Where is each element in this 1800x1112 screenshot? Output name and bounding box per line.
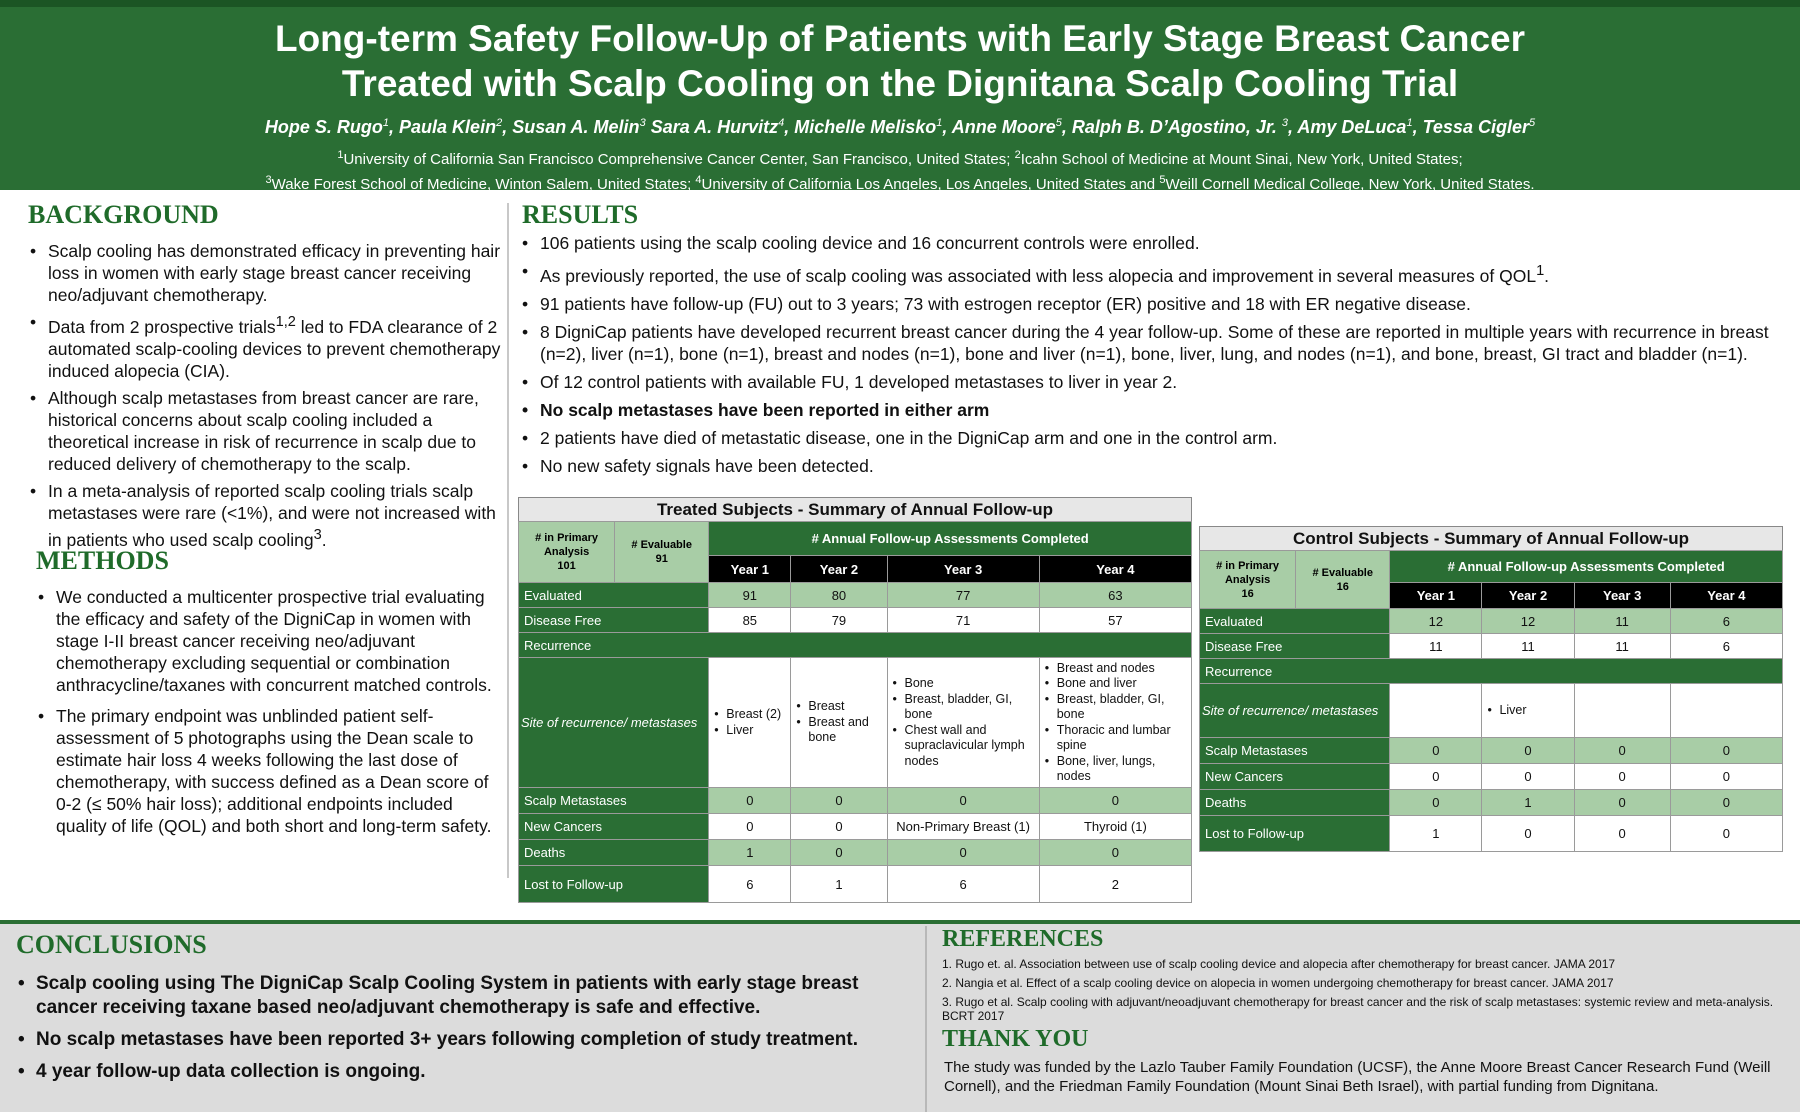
- conclusion-item: • No scalp metastases have been reported 3+ years following completion of study treatment.: [16, 1028, 916, 1052]
- scalp-cell: 0: [1482, 738, 1574, 764]
- lost-cell: 0: [1574, 816, 1670, 852]
- citation-number: 3: [313, 526, 322, 543]
- evaluated-cell: 80: [791, 583, 887, 608]
- row-label: Disease Free: [519, 608, 709, 633]
- row-label: Recurrence: [1200, 659, 1783, 684]
- citation-number: 1,2: [275, 314, 296, 330]
- background-item-text: In a meta-analysis of reported scalp cooling trials scalp metastases were rare (<1%), and were not increased with in patients who used scalp cooling: [48, 480, 496, 550]
- author-separator: ,: [1288, 117, 1298, 137]
- control-table-title: Control Subjects - Summary of Annual Follow-up: [1199, 526, 1783, 550]
- author-affiliation-number: 1: [1406, 117, 1413, 129]
- author-affiliation-number: 1: [382, 117, 390, 129]
- background-item: [28, 311, 506, 382]
- new-cancers-cell: 0: [1574, 764, 1670, 790]
- new-cancers-cell: Thyroid (1): [1039, 814, 1191, 840]
- author-affiliation-number: 3: [1281, 117, 1289, 129]
- row-label: New Cancers: [1200, 764, 1390, 790]
- site-list: [1485, 703, 1570, 719]
- author-name: Sara A. Hurvitz: [650, 117, 779, 137]
- new-cancers-cell: 0: [1482, 764, 1574, 790]
- site-item: • Breast, bladder, GI, bone: [891, 692, 1036, 723]
- scalp-cell: 0: [791, 788, 887, 814]
- disease-free-cell: 79: [791, 608, 887, 633]
- author-list: [0, 111, 1800, 139]
- primary-analysis-label: # in Primary Analysis: [1216, 559, 1280, 586]
- lost-cell: 1: [1390, 816, 1482, 852]
- deaths-cell: 1: [709, 840, 791, 866]
- results-item-text: 91 patients have follow-up (FU) out to 3 years; 73 with estrogen receptor (ER) positive and 18 with ER negative disease.: [540, 293, 1471, 314]
- author-name: Ralph B. D’Agostino, Jr.: [1071, 117, 1282, 137]
- conclusion-item: • 4 year follow-up data collection is ongoing.: [16, 1060, 916, 1084]
- lost-cell: 0: [1670, 816, 1782, 852]
- evaluated-cell: 6: [1670, 609, 1782, 634]
- year-header: Year 1: [709, 556, 791, 583]
- evaluable-label: # Evaluable: [1312, 566, 1373, 579]
- deaths-cell: 0: [1039, 840, 1191, 866]
- row-label: Site of recurrence/ metastases: [1200, 684, 1390, 738]
- disease-free-cell: 6: [1670, 634, 1782, 659]
- affiliation-text: University of California San Francisco Comprehensive Cancer Center, San Francisco, United States;: [343, 151, 1015, 168]
- row-label: Disease Free: [1200, 634, 1390, 659]
- site-cell: [791, 658, 887, 788]
- year-header: Year 3: [1574, 583, 1670, 609]
- background-item-text-end: .: [321, 529, 327, 550]
- background-item-text: Data from 2 prospective trials: [48, 316, 276, 337]
- row-label: Scalp Metastases: [1200, 738, 1390, 764]
- evaluated-cell: 91: [709, 583, 791, 608]
- author-affiliation-number: 2: [496, 117, 503, 129]
- evaluated-cell: 77: [887, 583, 1039, 608]
- results-list: [520, 232, 1785, 483]
- background-item: [28, 387, 506, 475]
- control-subjects-table: [1199, 526, 1783, 852]
- site-item: • Breast and bone: [794, 715, 883, 746]
- disease-free-cell: 57: [1039, 608, 1191, 633]
- year-header: Year 4: [1039, 556, 1191, 583]
- references-list: [942, 957, 1792, 1028]
- reference-item: 3. Rugo et al. Scalp cooling with adjuvant/neoadjuvant chemotherapy for breast cancer and the risk of scalp metastases: systemic review and meta-analysis. BCRT 2017: [942, 995, 1774, 1023]
- site-cell: [1039, 658, 1191, 788]
- row-label: Deaths: [1200, 790, 1390, 816]
- annual-assessments-header: # Annual Follow-up Assessments Completed: [709, 522, 1192, 556]
- site-cell: [1482, 684, 1574, 738]
- site-item: • Breast (2): [712, 707, 787, 723]
- background-item-text-end: led to FDA clearance of 2 automated scalp-cooling devices to prevent chemotherapy induced alopecia (CIA).: [48, 316, 501, 381]
- lost-cell: 6: [887, 866, 1039, 903]
- site-item: • Breast, bladder, GI, bone: [1043, 692, 1188, 723]
- primary-analysis-count: 16: [1241, 587, 1254, 600]
- author-separator: ,: [942, 117, 952, 137]
- disease-free-cell: 11: [1482, 634, 1574, 659]
- results-item-text: Of 12 control patients with available FU, 1 developed metastases to liver in year 2.: [540, 371, 1178, 392]
- row-label: Lost to Follow-up: [519, 866, 709, 903]
- background-item-text: Scalp cooling has demonstrated efficacy in preventing hair loss in women with early stage breast cancer receiving neo/adjuvant chemotherapy.: [48, 241, 501, 305]
- new-cancers-cell: 0: [709, 814, 791, 840]
- new-cancers-cell: Non-Primary Breast (1): [887, 814, 1039, 840]
- lost-cell: 0: [1482, 816, 1574, 852]
- conclusion-item: • Scalp cooling using The DigniCap Scalp Cooling System in patients with early stage breast cancer receiving taxane based neo/adjuvant chemotherapy is safe and effective.: [16, 972, 916, 1020]
- lost-cell: 6: [709, 866, 791, 903]
- row-label: New Cancers: [519, 814, 709, 840]
- poster-title-line-1: Long-term Safety Follow-Up of Patients with Early Stage Breast Cancer: [274, 18, 1525, 59]
- scalp-cell: 0: [709, 788, 791, 814]
- site-item: • Thoracic and lumbar spine: [1043, 723, 1188, 754]
- methods-list: [36, 586, 506, 846]
- results-item-text-end: .: [1544, 265, 1550, 286]
- results-item-text: No new safety signals have been detected.: [540, 455, 874, 476]
- scalp-cell: 0: [887, 788, 1039, 814]
- background-item-text: Although scalp metastases from breast cancer are rare, historical concerns about scalp cooling included a theoretical increase in risk of recurrence in scalp due to reduced delivery of chemotherapy to the scalp.: [48, 387, 479, 474]
- site-cell: [709, 658, 791, 788]
- site-list: [891, 676, 1036, 769]
- author-name: Anne Moore: [951, 117, 1056, 137]
- site-item: • Breast: [794, 699, 883, 715]
- reference-item: 2. Nangia et al. Effect of a scalp cooling device on alopecia in women undergoing chemotherapy for breast cancer. JAMA 2017: [942, 976, 1614, 990]
- year-header: Year 4: [1670, 583, 1782, 609]
- annual-assessments-header: # Annual Follow-up Assessments Completed: [1390, 551, 1783, 583]
- site-item: • Breast and nodes: [1043, 661, 1188, 677]
- scalp-cell: 0: [1574, 738, 1670, 764]
- site-item: • Bone: [891, 676, 1036, 692]
- affiliation-number: 2: [1014, 149, 1021, 161]
- results-item: [520, 455, 1785, 477]
- disease-free-cell: 11: [1390, 634, 1482, 659]
- site-list: [712, 707, 787, 738]
- author-separator: ,: [1412, 117, 1423, 137]
- column-divider: [507, 203, 509, 878]
- site-item: • Liver: [712, 723, 787, 739]
- thank-you-heading: THANK YOU: [942, 1026, 1089, 1052]
- affiliations-line-1: [0, 145, 1800, 170]
- author-affiliation-number: 3: [639, 117, 646, 129]
- site-item: • Bone and liver: [1043, 676, 1188, 692]
- year-header: Year 3: [887, 556, 1039, 583]
- lost-cell: 1: [791, 866, 887, 903]
- deaths-cell: 0: [791, 840, 887, 866]
- new-cancers-cell: 0: [1390, 764, 1482, 790]
- row-label: Scalp Metastases: [519, 788, 709, 814]
- background-item: [28, 480, 506, 551]
- evaluable-label: # Evaluable: [631, 539, 692, 551]
- site-cell: [1670, 684, 1782, 738]
- background-list: [28, 240, 506, 556]
- evaluated-cell: 11: [1574, 609, 1670, 634]
- results-item: [520, 371, 1785, 393]
- methods-item: • The primary endpoint was unblinded patient self-assessment of 5 photographs using the Dean scale to estimate hair loss 4 weeks following the last dose of chemotherapy, with success defined as a Dean score of 0-2 (≤ 50% hair loss); additional endpoints included quality of life (QOL) and both short and long-term safety.: [36, 705, 506, 837]
- affiliation-text: Wake Forest School of Medicine, Winton Salem, United States;: [271, 176, 696, 193]
- site-cell: [887, 658, 1039, 788]
- results-item: [520, 427, 1785, 449]
- results-item-text: As previously reported, the use of scalp cooling was associated with less alopecia and improvement in several measures of QOL: [540, 265, 1537, 286]
- evaluable-header: [1296, 551, 1390, 609]
- results-item-text: 8 DigniCap patients have developed recurrent breast cancer during the 4 year follow-up. Some of these are reported in multiple years with recurrence in breast (n=2), liver (n=1), bone (n=1), breast and nodes (n=1), bone and liver (n=1), bone, liver, lung, and nodes (n=1), and bone, breast, GI tract and bladder (n=1).: [540, 321, 1769, 364]
- background-item: [28, 240, 506, 306]
- results-item: [520, 399, 1785, 421]
- results-item: [520, 321, 1785, 365]
- author-name: Susan A. Melin: [512, 117, 640, 137]
- references-heading: REFERENCES: [942, 926, 1104, 952]
- affiliation-number: 1: [337, 149, 344, 161]
- site-item: • Liver: [1485, 703, 1570, 719]
- reference-item: 1. Rugo et. al. Association between use of scalp cooling device and alopecia after chemotherapy for breast cancer. JAMA 2017: [942, 957, 1616, 971]
- conclusions-list: [16, 972, 916, 1092]
- affiliations-line-2: [0, 170, 1800, 195]
- primary-analysis-header: [1200, 551, 1296, 609]
- affiliation-number: 4: [695, 174, 702, 186]
- site-list: [1043, 661, 1188, 785]
- row-label: Lost to Follow-up: [1200, 816, 1390, 852]
- row-label: Site of recurrence/ metastases: [519, 658, 709, 788]
- deaths-cell: 0: [1574, 790, 1670, 816]
- treated-table-title: Treated Subjects - Summary of Annual Follow-up: [518, 497, 1192, 521]
- poster-header: [0, 0, 1800, 193]
- treated-subjects-table: [518, 497, 1192, 903]
- results-item-text: No scalp metastases have been reported in either arm: [540, 399, 990, 420]
- methods-heading: METHODS: [36, 546, 169, 575]
- author-name: Amy DeLuca: [1297, 117, 1407, 137]
- evaluated-cell: 12: [1390, 609, 1482, 634]
- author-separator: ,: [389, 117, 400, 137]
- disease-free-cell: 71: [887, 608, 1039, 633]
- author-affiliation-number: 4: [778, 117, 785, 129]
- results-item: [520, 293, 1785, 315]
- deaths-cell: 0: [887, 840, 1039, 866]
- year-header: Year 2: [1482, 583, 1574, 609]
- background-heading: BACKGROUND: [28, 200, 219, 229]
- row-label: Recurrence: [519, 633, 1192, 658]
- bottom-divider: [925, 926, 927, 1112]
- author-affiliation-number: 5: [1528, 117, 1536, 129]
- evaluated-cell: 63: [1039, 583, 1191, 608]
- citation-number: 1: [1536, 263, 1545, 279]
- results-item-text: 106 patients using the scalp cooling device and 16 concurrent controls were enrolled.: [540, 233, 1200, 253]
- author-affiliation-number: 1: [936, 117, 943, 129]
- poster-title-line-2: Treated with Scalp Cooling on the Dignitana Scalp Cooling Trial: [341, 63, 1459, 104]
- evaluated-cell: 12: [1482, 609, 1574, 634]
- primary-analysis-count: 101: [557, 560, 576, 572]
- row-label: Deaths: [519, 840, 709, 866]
- year-header: Year 2: [791, 556, 887, 583]
- site-cell: [1390, 684, 1482, 738]
- row-label: Evaluated: [519, 583, 709, 608]
- author-name: Michelle Melisko: [794, 117, 937, 137]
- results-item-text: 2 patients have died of metastatic disease, one in the DigniCap arm and one in the control arm.: [540, 427, 1278, 448]
- site-cell: [1574, 684, 1670, 738]
- row-label: Evaluated: [1200, 609, 1390, 634]
- thank-you-text: The study was funded by the Lazlo Tauber Family Foundation (UCSF), the Anne Moore Breast Cancer Research Fund (Weill Cornell), and the Friedman Family Foundation (Mount Sinai Beth Israel), with partial funding from Dignitana.: [944, 1059, 1771, 1095]
- site-item: • Bone, liver, lungs, nodes: [1043, 754, 1188, 785]
- conclusions-heading: CONCLUSIONS: [16, 930, 207, 959]
- primary-analysis-header: [519, 522, 615, 583]
- evaluable-count: 16: [1336, 580, 1349, 593]
- author-name: Tessa Cigler: [1422, 117, 1529, 137]
- new-cancers-cell: 0: [791, 814, 887, 840]
- scalp-cell: 0: [1039, 788, 1191, 814]
- new-cancers-cell: 0: [1670, 764, 1782, 790]
- year-header: Year 1: [1390, 583, 1482, 609]
- affiliation-text: Icahn School of Medicine at Mount Sinai, New York, United States;: [1020, 151, 1463, 168]
- results-heading: RESULTS: [522, 200, 639, 229]
- deaths-cell: 0: [1670, 790, 1782, 816]
- author-separator: ,: [502, 117, 513, 137]
- evaluable-header: [615, 522, 709, 583]
- affiliation-number: 5: [1159, 174, 1166, 186]
- scalp-cell: 0: [1670, 738, 1782, 764]
- primary-analysis-label: # in Primary Analysis: [535, 532, 599, 558]
- author-separator: ,: [784, 117, 795, 137]
- lost-cell: 2: [1039, 866, 1191, 903]
- methods-item: • We conducted a multicenter prospective trial evaluating the efficacy and safety of the DigniCap in women with stage I-II breast cancer receiving neo/adjuvant chemotherapy excluding sequential or combination anthracycline/taxanes with concurrent matched controls.: [36, 586, 506, 696]
- results-item: [520, 232, 1785, 254]
- affiliation-number: 3: [265, 174, 272, 186]
- results-item: [520, 260, 1785, 287]
- scalp-cell: 0: [1390, 738, 1482, 764]
- deaths-cell: 1: [1482, 790, 1574, 816]
- site-item: • Chest wall and supraclavicular lymph nodes: [891, 723, 1036, 770]
- affiliation-text: University of California Los Angeles, Los Angeles, United States and: [701, 176, 1160, 193]
- evaluable-count: 91: [655, 553, 668, 565]
- disease-free-cell: 11: [1574, 634, 1670, 659]
- author-separator: ,: [1061, 117, 1072, 137]
- affiliation-text: Weill Cornell Medical College, New York, United States.: [1165, 176, 1535, 193]
- disease-free-cell: 85: [709, 608, 791, 633]
- author-name: Paula Klein: [399, 117, 497, 137]
- site-list: [794, 699, 883, 746]
- author-affiliation-number: 5: [1055, 117, 1062, 129]
- author-name: Hope S. Rugo: [264, 117, 383, 137]
- deaths-cell: 0: [1390, 790, 1482, 816]
